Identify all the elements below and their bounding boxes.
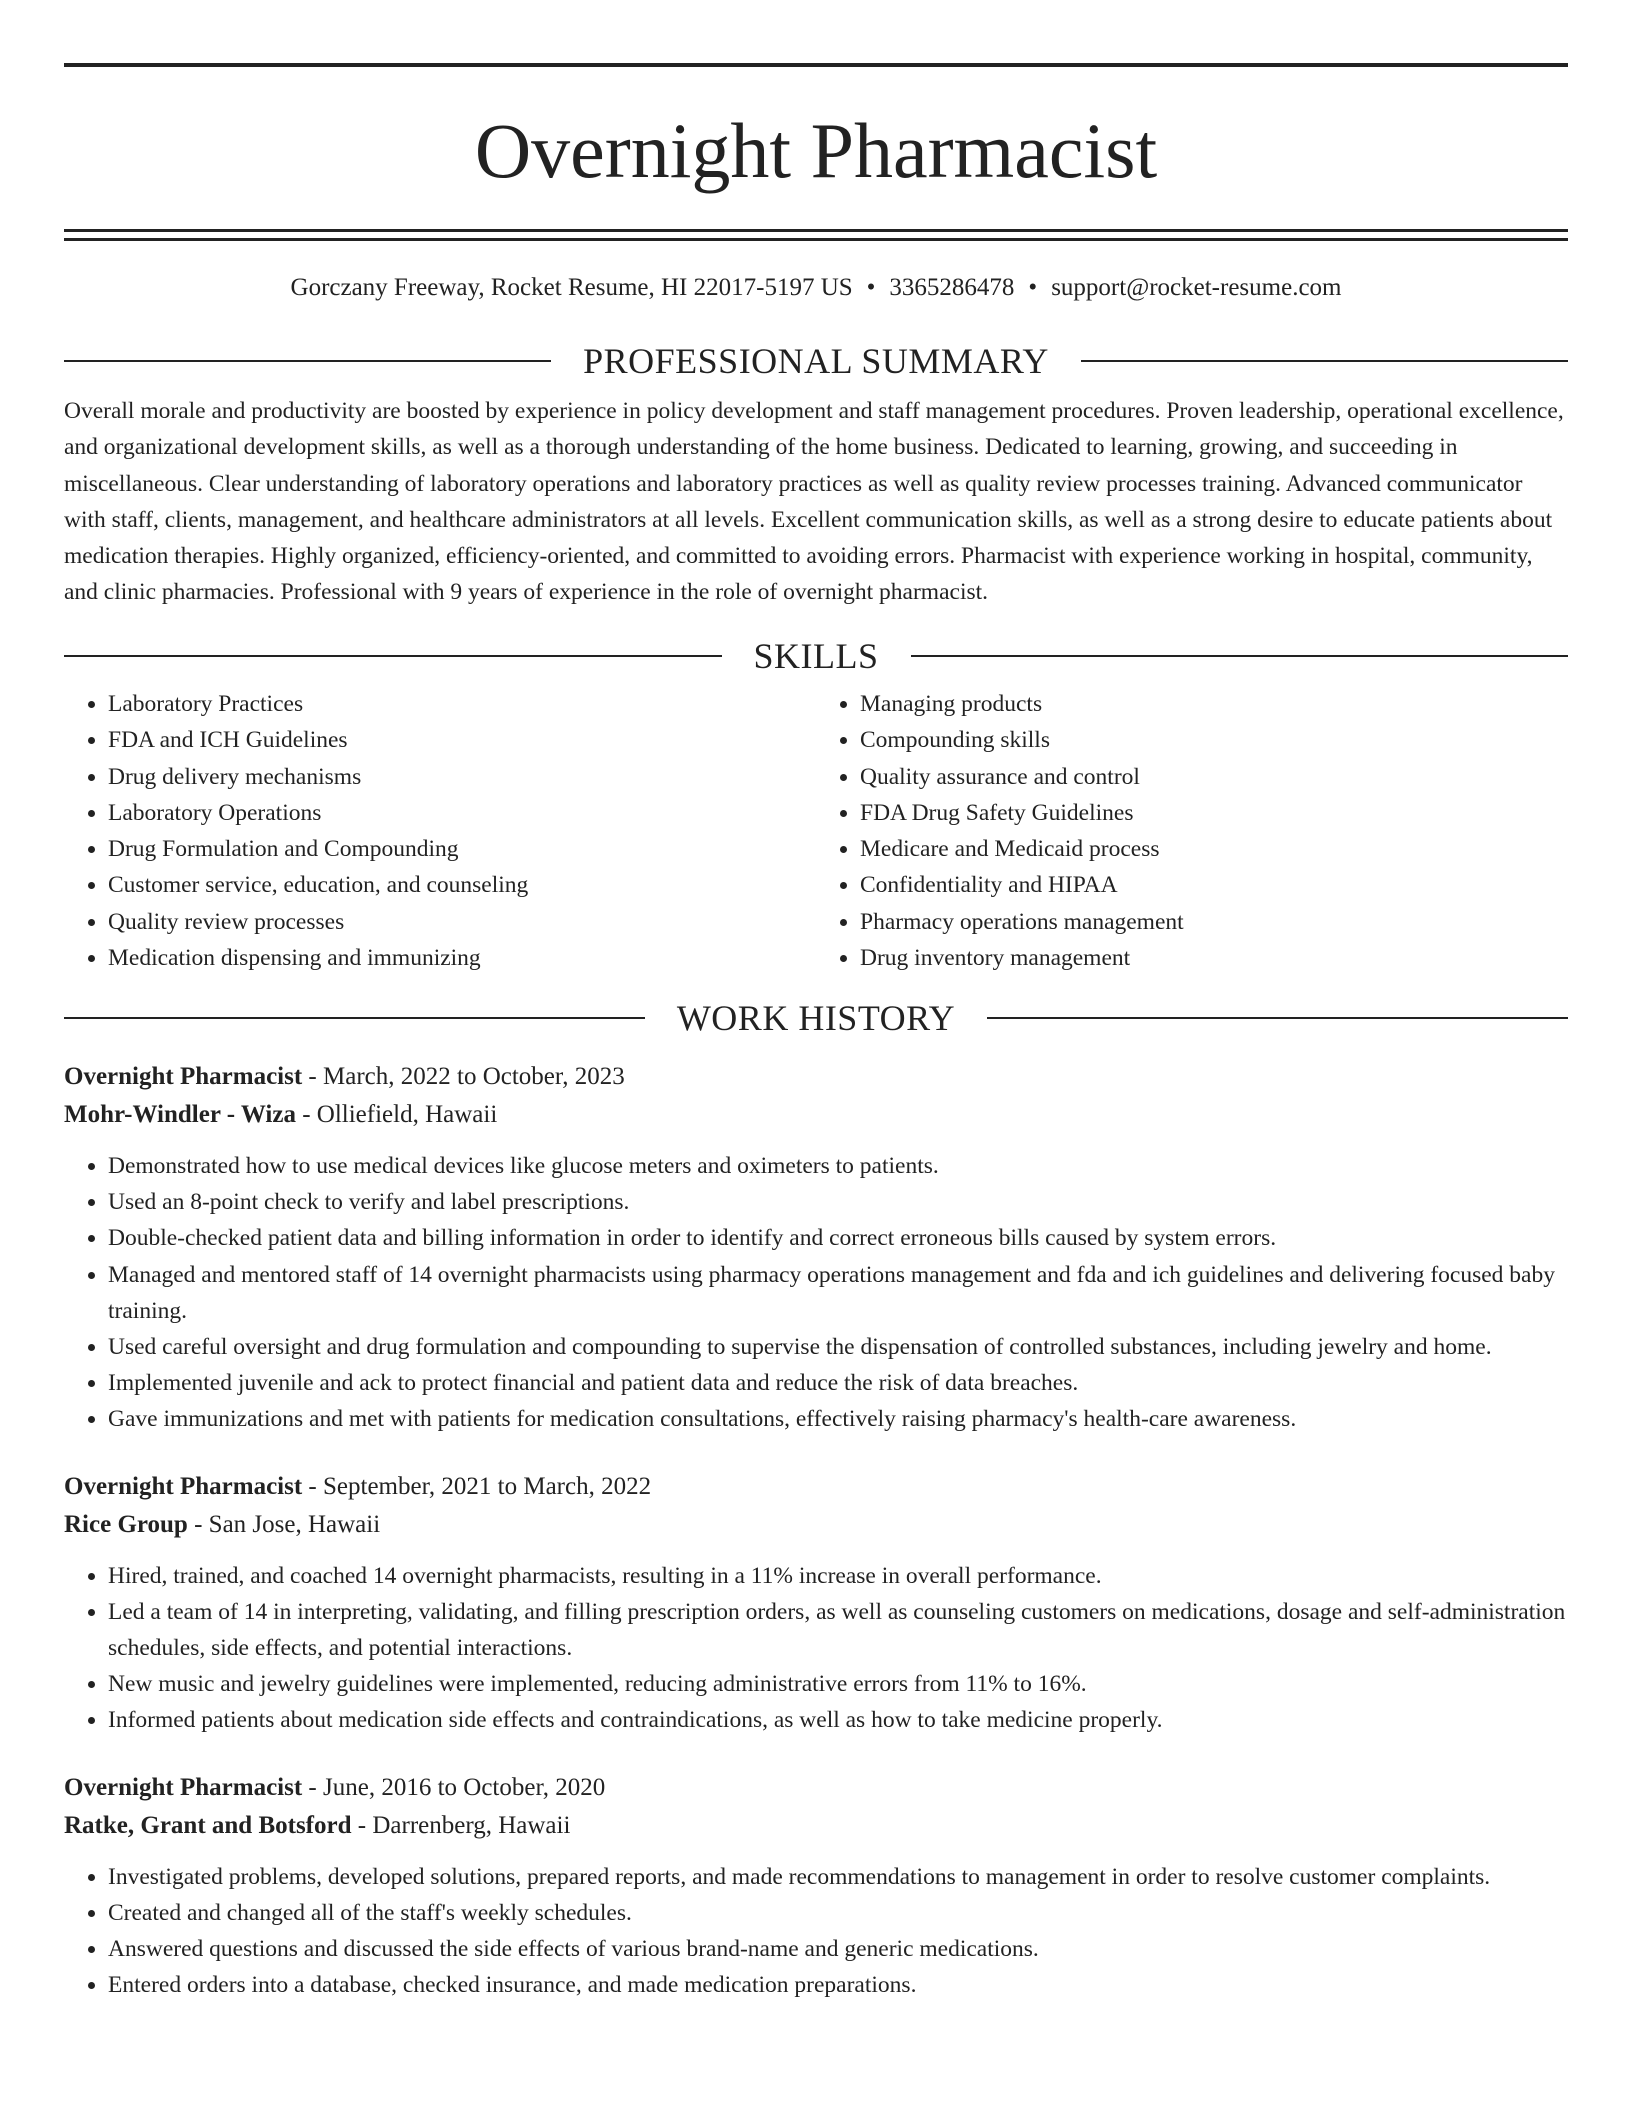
summary-text: Overall morale and productivity are boosted by experience in policy development and staff management procedures. Proven leadership, operational excellence, and organizational development skills, as well as a thorough understanding of the home business. Dedicated to learning, growing, and succeeding in miscellaneous. Clear understanding of laboratory operations and laboratory practices as well as quality review processes training. Advanced communicator with staff, clients, management, and healthcare administrators at all levels. Excellent communication skills, as well as a strong desire to educate patients about medication therapies. Highly organized, efficiency-oriented, and committed to avoiding errors. Pharmacist with experience working in hospital, community, and clinic pharmacies. Professional with 9 years of experience in the role of overnight pharmacist.	[64, 398, 1564, 606]
heading-rule-left	[64, 655, 722, 657]
job-bullet: • Gave immunizations and met with patients for medication consultations, effectively raising pharmacy's health-care awareness.	[108, 1401, 1568, 1437]
skills-list	[64, 686, 1568, 976]
job-bullet: • Managed and mentored staff of 14 overnight pharmacists using pharmacy operations management and fda and ich guidelines and delivering focused baby training.	[108, 1257, 1568, 1329]
job-bullet: • Implemented juvenile and ack to protect financial and patient data and reduce the risk of data breaches.	[108, 1365, 1568, 1401]
header-double-rule	[64, 229, 1568, 241]
skill-item: • Drug inventory management	[860, 940, 1568, 976]
job-entry	[64, 1058, 1568, 1438]
heading-rule-left	[64, 360, 551, 362]
skill-item: • Laboratory Operations	[108, 795, 816, 831]
skill-item: • Managing products	[860, 686, 1568, 722]
contact-separator: •	[1028, 274, 1038, 301]
job-bullet: • Answered questions and discussed the side effects of various brand-name and generic medications.	[108, 1931, 1568, 1967]
skill-item: • Pharmacy operations management	[860, 904, 1568, 940]
job-title-line	[64, 1058, 1568, 1096]
contact-phone: 3365286478	[889, 274, 1015, 301]
job-title: Overnight Pharmacist	[64, 1062, 303, 1090]
job-bullet: • Led a team of 14 in interpreting, validating, and filling prescription orders, as well as counseling customers on medications, dosage and self-administration schedules, side effects, and potential interactions.	[108, 1594, 1568, 1666]
job-bullet: • Double-checked patient data and billing information in order to identify and correct erroneous bills caused by system errors.	[108, 1220, 1568, 1256]
summary-heading	[64, 339, 1568, 383]
heading-rule-right	[911, 655, 1569, 657]
job-bullet: • Demonstrated how to use medical devices like glucose meters and oximeters to patients.	[108, 1148, 1568, 1184]
job-bullet: • Entered orders into a database, checked insurance, and made medication preparations.	[108, 1967, 1568, 2003]
contact-address: Gorczany Freeway, Rocket Resume, HI 22017-5197 US	[290, 274, 853, 301]
contact-line	[64, 271, 1568, 305]
job-entry	[64, 1468, 1568, 1739]
work-history-heading	[64, 996, 1568, 1040]
job-company: Rice Group	[64, 1510, 188, 1538]
job-entry	[64, 1769, 1568, 2004]
job-dates: - March, 2022 to October, 2023	[302, 1062, 625, 1090]
skill-item: • Medication dispensing and immunizing	[108, 940, 816, 976]
skill-item: • FDA Drug Safety Guidelines	[860, 795, 1568, 831]
skills-heading-title: SKILLS	[753, 636, 879, 677]
skill-item: • FDA and ICH Guidelines	[108, 722, 816, 758]
heading-rule-left	[64, 1017, 645, 1019]
work-history-heading-title: WORK HISTORY	[676, 997, 956, 1038]
skills-column-right	[816, 686, 1568, 976]
skill-item: • Drug delivery mechanisms	[108, 759, 816, 795]
heading-rule-right	[1081, 360, 1568, 362]
job-bullet: • Created and changed all of the staff's weekly schedules.	[108, 1895, 1568, 1931]
job-title: Overnight Pharmacist	[64, 1773, 303, 1801]
job-bullets	[64, 1859, 1568, 2004]
summary-heading-title: PROFESSIONAL SUMMARY	[583, 341, 1049, 381]
skill-item: • Confidentiality and HIPAA	[860, 867, 1568, 903]
resume-name: Overnight Pharmacist	[474, 107, 1158, 194]
skill-item: • Quality assurance and control	[860, 759, 1568, 795]
skill-item: • Compounding skills	[860, 722, 1568, 758]
job-dates: - September, 2021 to March, 2022	[302, 1472, 652, 1500]
job-company-line	[64, 1807, 1568, 1845]
job-title-line	[64, 1769, 1568, 1807]
job-company: Ratke, Grant and Botsford	[64, 1811, 352, 1839]
skills-column-left	[64, 686, 816, 976]
skills-heading	[64, 634, 1568, 678]
skill-item: • Quality review processes	[108, 904, 816, 940]
job-location: - Darrenberg, Hawaii	[351, 1811, 571, 1839]
job-company-line	[64, 1096, 1568, 1134]
contact-separator: •	[866, 274, 876, 301]
job-bullet: • Used careful oversight and drug formulation and compounding to supervise the dispensation of controlled substances, including jewelry and home.	[108, 1329, 1568, 1365]
job-dates: - June, 2016 to October, 2020	[302, 1773, 606, 1801]
job-bullet: • Investigated problems, developed solutions, prepared reports, and made recommendations to management in order to resolve customer complaints.	[108, 1859, 1568, 1895]
heading-rule-right	[987, 1017, 1568, 1019]
skill-item: • Laboratory Practices	[108, 686, 816, 722]
top-rule	[64, 63, 1568, 67]
job-bullets	[64, 1558, 1568, 1739]
contact-email: support@rocket-resume.com	[1051, 274, 1342, 301]
job-location: - San Jose, Hawaii	[187, 1510, 381, 1538]
job-title-line	[64, 1468, 1568, 1506]
skill-item: • Medicare and Medicaid process	[860, 831, 1568, 867]
skill-item: • Drug Formulation and Compounding	[108, 831, 816, 867]
job-title: Overnight Pharmacist	[64, 1472, 303, 1500]
job-bullet: • New music and jewelry guidelines were implemented, reducing administrative errors from 11% to 16%.	[108, 1666, 1568, 1702]
job-location: - Olliefield, Hawaii	[295, 1100, 498, 1128]
job-company-line	[64, 1506, 1568, 1544]
job-bullets	[64, 1148, 1568, 1438]
job-company: Mohr-Windler - Wiza	[64, 1100, 296, 1128]
job-bullet: • Used an 8-point check to verify and label prescriptions.	[108, 1184, 1568, 1220]
job-bullet: • Hired, trained, and coached 14 overnight pharmacists, resulting in a 11% increase in overall performance.	[108, 1558, 1568, 1594]
skill-item: • Customer service, education, and counseling	[108, 867, 816, 903]
job-bullet: • Informed patients about medication side effects and contraindications, as well as how to take medicine properly.	[108, 1702, 1568, 1738]
